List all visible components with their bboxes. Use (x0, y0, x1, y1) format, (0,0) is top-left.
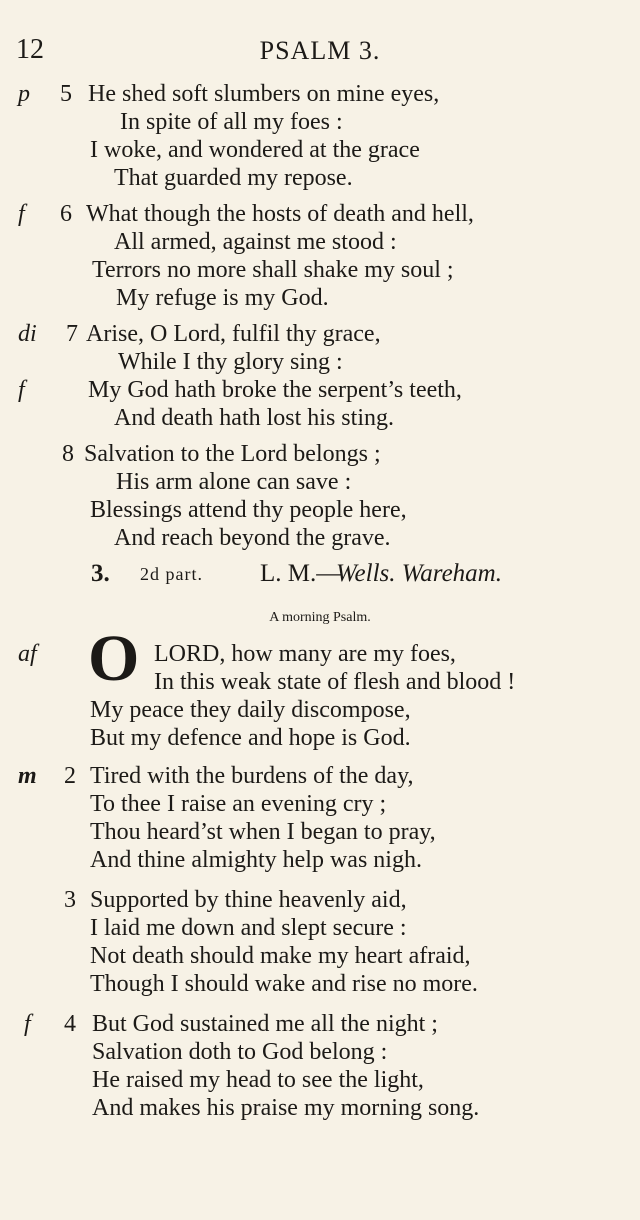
dynamic-mark: af (18, 641, 37, 667)
section-subtitle: A morning Psalm. (269, 610, 371, 625)
verse-line: That guarded my repose. (114, 165, 353, 191)
verse-line: In this weak state of flesh and blood ! (154, 669, 516, 695)
verse-line: All armed, against me stood : (114, 229, 397, 255)
verse-line: Salvation doth to God belong : (92, 1039, 388, 1065)
verse-line: Supported by thine heavenly aid, (90, 887, 407, 913)
section-part: 2d part. (140, 564, 203, 584)
dynamic-mark: f (18, 377, 25, 403)
page-number: 12 (16, 34, 44, 65)
verse-line: And death hath lost his sting. (114, 405, 394, 431)
section-meter: L. M.— (260, 560, 342, 587)
verse-line: But my defence and hope is God. (90, 725, 411, 751)
verse-number: 8 (62, 441, 74, 467)
dynamic-mark: di (18, 321, 37, 347)
verse-line: Arise, O Lord, fulfil thy grace, (86, 321, 381, 347)
dynamic-mark: f (24, 1011, 31, 1037)
dynamic-mark: p (18, 81, 30, 107)
verse-number: 3 (64, 887, 76, 913)
verse-line: Thou heard’st when I began to pray, (90, 819, 436, 845)
verse-line: His arm alone can save : (116, 469, 352, 495)
section-number: 3. (91, 560, 110, 587)
verse-line: And thine almighty help was nigh. (90, 847, 422, 873)
page-header (0, 34, 640, 74)
verse-line: Salvation to the Lord belongs ; (84, 441, 381, 467)
dynamic-mark: m (18, 763, 37, 789)
verse-number: 4 (64, 1011, 76, 1037)
verse-number: 6 (60, 201, 72, 227)
section-tunes: Wells. Wareham. (336, 560, 502, 587)
drop-cap: O (88, 622, 140, 695)
verse-line: Blessings attend thy people here, (90, 497, 407, 523)
verse-line: Though I should wake and rise no more. (90, 971, 478, 997)
verse-number: 5 (60, 81, 72, 107)
verse-line: My peace they daily discompose, (90, 697, 411, 723)
section-title (0, 560, 640, 596)
verse-line: I laid me down and slept secure : (90, 915, 407, 941)
verse-line: Not death should make my heart afraid, (90, 943, 471, 969)
verse-line: While I thy glory sing : (118, 349, 343, 375)
verse-number: 7 (66, 321, 78, 347)
verse-line: In spite of all my foes : (120, 109, 343, 135)
verse-line: LORD, how many are my foes, (154, 641, 456, 667)
running-title: PSALM 3. (259, 36, 381, 65)
verse-line: My refuge is my God. (116, 285, 329, 311)
verse-line: Tired with the burdens of the day, (90, 763, 414, 789)
dynamic-mark: f (18, 201, 25, 227)
verse-line: He raised my head to see the light, (92, 1067, 424, 1093)
verse-line: And makes his praise my morning song. (92, 1095, 480, 1121)
verse-number: 2 (64, 763, 76, 789)
verse-line: I woke, and wondered at the grace (90, 137, 420, 163)
verse-line: He shed soft slumbers on mine eyes, (88, 81, 440, 107)
verse-line: But God sustained me all the night ; (92, 1011, 438, 1037)
verse-line: To thee I raise an evening cry ; (90, 791, 387, 817)
verse-line: And reach beyond the grave. (114, 525, 391, 551)
verse-line: What though the hosts of death and hell, (86, 201, 474, 227)
verse-line: Terrors no more shall shake my soul ; (92, 257, 454, 283)
verse-line: My God hath broke the serpent’s teeth, (88, 377, 462, 403)
